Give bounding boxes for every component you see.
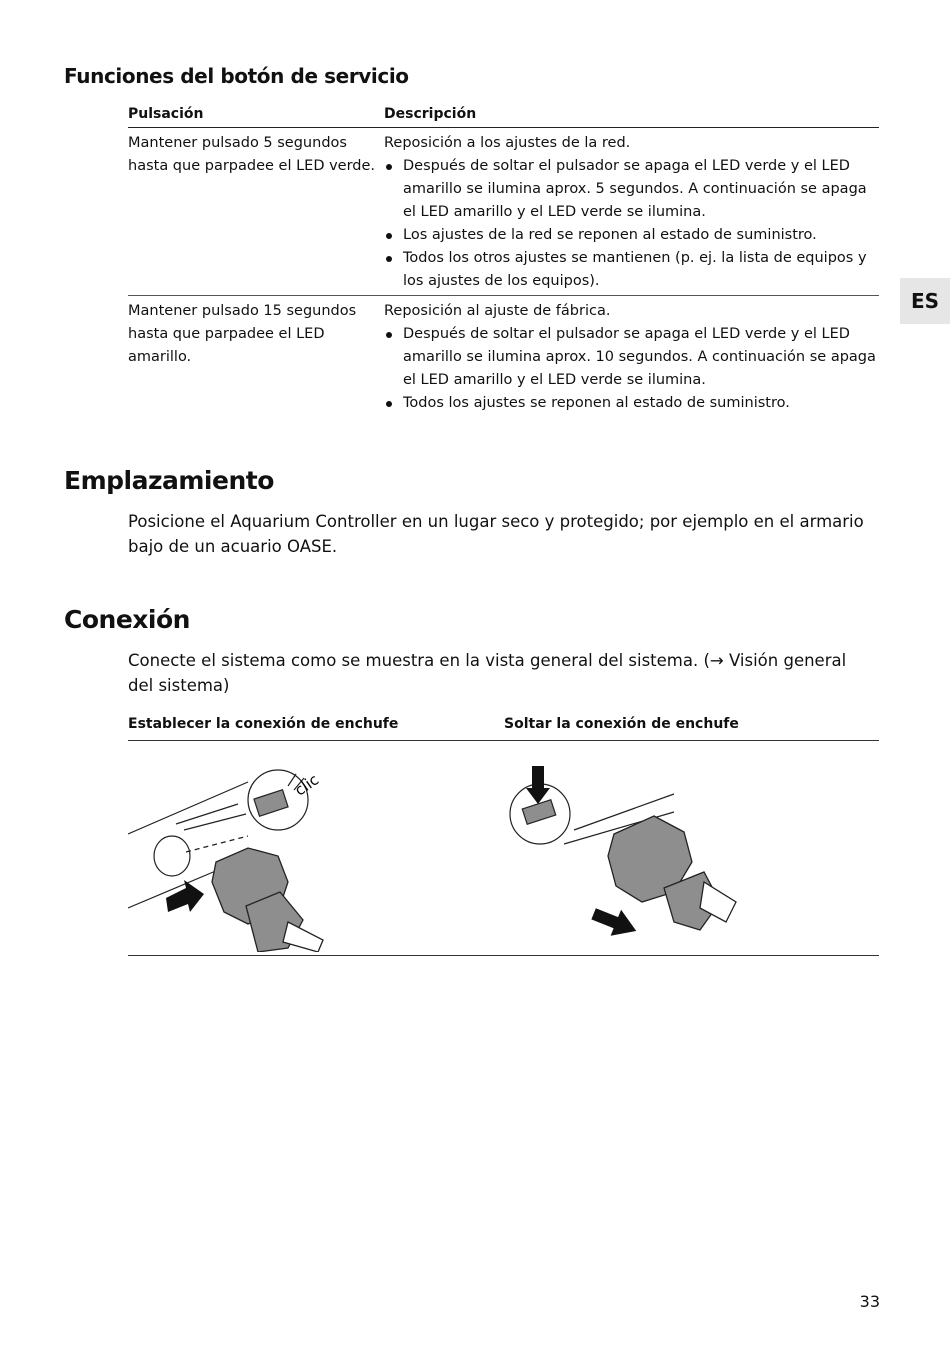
table-row [128,128,879,296]
release-plug-illustration [504,752,744,952]
release-figure-label: Soltar la conexión de enchufe [504,716,739,732]
description-cell [384,132,879,293]
figure-bottom-rule [128,955,879,956]
page-number: 33 [859,1292,880,1311]
placement-text: Posicione el Aquarium Controller en un lugar seco y protegido; por ejemplo en el armario bajo de un acuario OASE. [128,512,864,556]
list-item: Todos los otros ajustes se mantienen (p. ej. la lista de equipos y los ajustes de los equipos). [384,247,879,293]
section-title-service-button: Funciones del botón de servicio [64,64,409,88]
section-title-placement: Emplazamiento [64,466,274,495]
press-cell: Mantener pulsado 5 segundos hasta que parpadee el LED verde. [128,135,376,174]
service-button-table [128,106,879,417]
click-label: clic [291,770,323,800]
bullet-list [384,155,879,293]
pull-arrow-icon [588,901,641,944]
description-lead: Reposición al ajuste de fábrica. [384,303,611,319]
list-item: Todos los ajustes se reponen al estado de suministro. [384,392,879,415]
insert-arrow-icon [166,880,204,912]
description-lead: Reposición a los ajustes de la red. [384,135,631,151]
language-tab: ES [900,278,950,324]
list-item: Los ajustes de la red se reponen al estado de suministro. [384,224,879,247]
table-header [128,106,879,128]
header-description: Descripción [384,106,477,122]
connection-text: Conecte el sistema como se muestra en la vista general del sistema. (→ Visión general del sistema) [128,651,847,695]
figure-top-rule [128,740,879,741]
description-cell [384,300,879,415]
section-title-connection: Conexión [64,605,190,634]
table-row [128,296,879,417]
connect-plug-illustration [128,752,348,952]
connect-figure-label: Establecer la conexión de enchufe [128,716,399,732]
list-item: Después de soltar el pulsador se apaga el LED verde y el LED amarillo se ilumina aprox. 10 segundos. A continuación se apaga el LED amarillo y el LED verde se ilumina. [384,323,879,392]
bullet-list [384,323,879,415]
header-press: Pulsación [128,106,204,122]
press-cell: Mantener pulsado 15 segundos hasta que parpadee el LED amarillo. [128,303,357,365]
list-item: Después de soltar el pulsador se apaga el LED verde y el LED amarillo se ilumina aprox. 5 segundos. A continuación se apaga el LED amarillo y el LED verde se ilumina. [384,155,879,224]
